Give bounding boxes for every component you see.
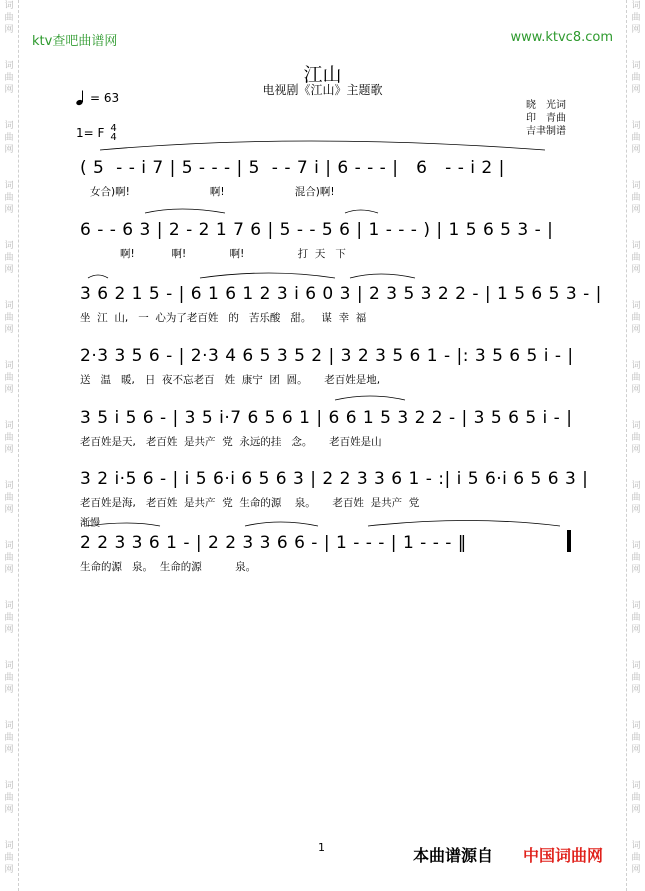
slur (145, 209, 225, 213)
credits-block (526, 99, 566, 138)
notation-line-5 (80, 408, 575, 458)
quarter-note-icon (76, 90, 84, 106)
notation-line-3 (80, 284, 602, 334)
notation-notes: 3 6 2 1 5 - | 6 1 6 1 2 3 i 6 0 3 | 2 3 5 3 2 2 - | 1 5 6 5 3 - | (80, 284, 602, 304)
slur (100, 141, 545, 150)
notation-notes: 3 2 i·5 6 - | i 5 6·i 6 5 6 3 | 2 2 3 3 6 1 - :| i 5 6·i 6 5 6 3 | (80, 469, 589, 489)
page-number: 1 (318, 841, 325, 854)
time-signature (110, 124, 116, 142)
tempo-direction: 渐慢 (80, 518, 100, 529)
notation-line-2 (80, 220, 575, 270)
left-margin-line (18, 0, 19, 891)
notation-line-7 (80, 533, 575, 583)
notation-notes: ( 5 - - i 7 | 5 - - - | 5 - - 7 i | 6 - - - | 6 - - i 2 | (80, 158, 505, 178)
meter-top: 4 (110, 123, 117, 134)
slur (200, 273, 335, 278)
tempo-marking (76, 90, 119, 106)
notation-notes: 2 2 3 3 6 1 - | 2 2 3 3 6 6 - | 1 - - - | 1 - - - ‖ (80, 533, 467, 553)
notation-line-6 (80, 469, 589, 519)
credit-lyricist: 晓 光词 (526, 100, 566, 111)
credit-composer: 印 青曲 (526, 113, 566, 124)
slur (368, 521, 560, 527)
song-title: 江山 (303, 64, 342, 86)
notation-notes: 6 - - 6 3 | 2 - 2 1 7 6 | 5 - - 5 6 | 1 - - - ) | 1 5 6 5 3 - | (80, 220, 554, 240)
key-value: 1= F (76, 126, 105, 140)
slur (245, 522, 318, 526)
left-watermark: 词 曲 网 词 曲 网 词 曲 网 词 曲 网 词 曲 网 词 曲 网 词 曲 网 词 曲 网 词 曲 网 词 曲 网 词 曲 网 词 曲 网 词 曲 网 词 曲 网 词 曲 网 (4, 1, 14, 875)
tempo-value: = 63 (90, 91, 120, 105)
final-barline (567, 530, 571, 552)
footer-brand-link[interactable]: 中国词曲网 (523, 846, 604, 865)
key-signature (76, 124, 117, 142)
lyric-line: 生命的源 泉。 生命的源 泉。 (80, 561, 257, 573)
slur (345, 210, 378, 213)
slur (335, 396, 405, 400)
slur (350, 274, 415, 278)
header-site-name[interactable]: ktv查吧曲谱网 (32, 34, 118, 49)
notation-line-4 (80, 346, 575, 396)
lyric-line: 坐 江 山, 一 心为了老百姓 的 苦乐酸 甜。 谋 幸 福 (80, 312, 367, 324)
slur (88, 275, 108, 278)
footer-source-label: 本曲谱源自 (413, 846, 494, 865)
lyric-line: 女合)啊! 啊! 混合)啊! (80, 186, 335, 198)
lyric-line: 啊! 啊! 啊! 打 天 下 (80, 248, 346, 260)
meter-bottom: 4 (110, 132, 117, 143)
song-subtitle: 电视剧《江山》主题歌 (262, 83, 383, 97)
lyric-line: 送 温 暖, 日 夜不忘老百 姓 康宁 团 圆。 老百姓是地, (80, 374, 381, 386)
lyric-line: 老百姓是天, 老百姓 是共产 党 永远的挂 念。 老百姓是山 (80, 436, 382, 448)
notation-notes: 2·3 3 5 6 - | 2·3 4 6 5 3 5 2 | 3 2 3 5 6 1 - |: 3 5 6 5 i - | (80, 346, 574, 366)
credit-transcriber: 吉聿制谱 (526, 126, 566, 137)
notation-line-1 (80, 158, 575, 208)
lyric-line: 老百姓是海, 老百姓 是共产 党 生命的源 泉。 老百姓 是共产 党 (80, 497, 420, 509)
header-site-url[interactable]: www.ktvc8.com (510, 30, 613, 45)
right-watermark: 词 曲 网 词 曲 网 词 曲 网 词 曲 网 词 曲 网 词 曲 网 词 曲 网 词 曲 网 词 曲 网 词 曲 网 词 曲 网 词 曲 网 词 曲 网 词 曲 网 词 曲 网 (631, 1, 641, 875)
notation-notes: 3 5 i 5 6 - | 3 5 i·7 6 5 6 1 | 6 6 1 5 3 2 2 - | 3 5 6 5 i - | (80, 408, 573, 428)
